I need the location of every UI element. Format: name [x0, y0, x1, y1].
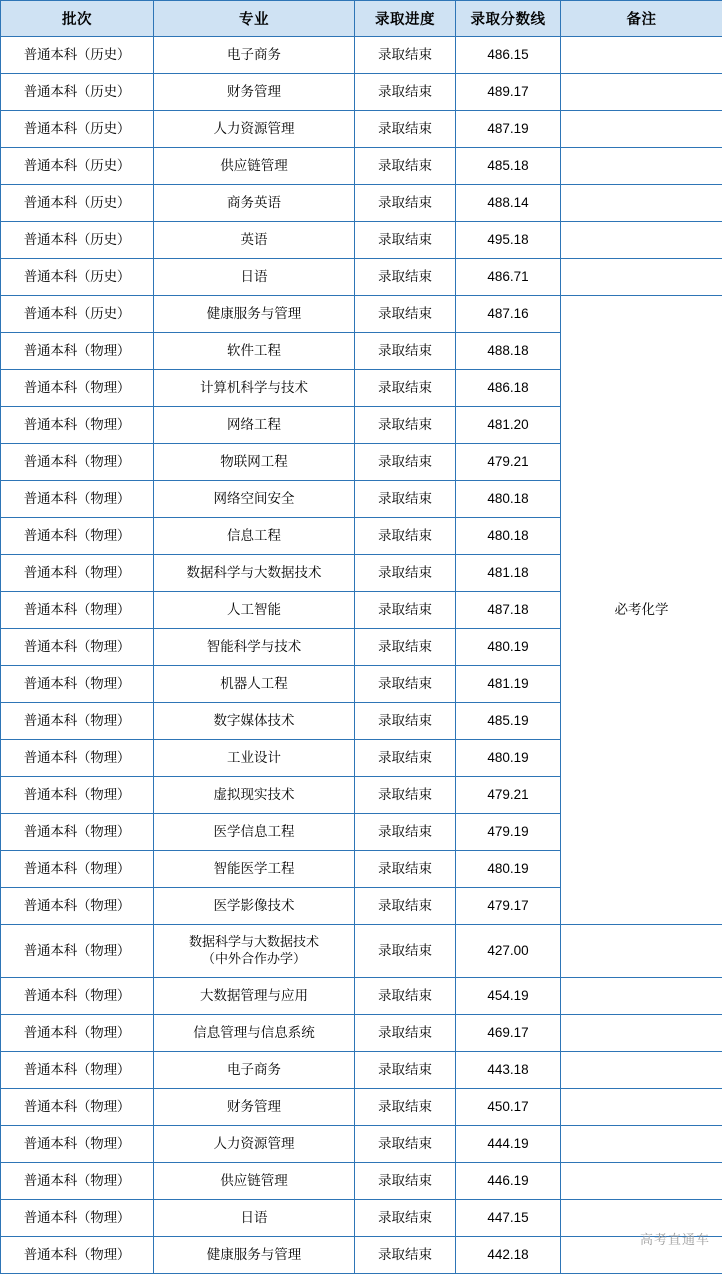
cell-remark: [561, 111, 722, 148]
cell-progress: 录取结束: [355, 629, 456, 666]
cell-batch: 普通本科（物理）: [1, 1089, 154, 1126]
cell-score: 481.19: [456, 666, 561, 703]
table-row: [1, 185, 722, 222]
cell-progress: 录取结束: [355, 74, 456, 111]
cell-score: 442.18: [456, 1237, 561, 1274]
cell-progress: 录取结束: [355, 888, 456, 925]
cell-progress: 录取结束: [355, 185, 456, 222]
column-header-batch: 批次: [1, 1, 154, 37]
cell-batch: 普通本科（物理）: [1, 1015, 154, 1052]
cell-batch: 普通本科（物理）: [1, 740, 154, 777]
cell-score: 487.19: [456, 111, 561, 148]
cell-major: 商务英语: [154, 185, 355, 222]
column-header-score: 录取分数线: [456, 1, 561, 37]
cell-score: 479.19: [456, 814, 561, 851]
cell-major: 医学信息工程: [154, 814, 355, 851]
cell-major: 信息管理与信息系统: [154, 1015, 355, 1052]
cell-progress: 录取结束: [355, 1126, 456, 1163]
column-header-remark: 备注: [561, 1, 722, 37]
cell-score: 486.18: [456, 370, 561, 407]
table-row: [1, 296, 722, 333]
cell-remark: [561, 37, 722, 74]
cell-progress: 录取结束: [355, 259, 456, 296]
cell-batch: 普通本科（历史）: [1, 37, 154, 74]
column-header-progress: 录取进度: [355, 1, 456, 37]
cell-batch: 普通本科（物理）: [1, 925, 154, 978]
table-row: [1, 1163, 722, 1200]
table-row: [1, 37, 722, 74]
cell-score: 480.19: [456, 629, 561, 666]
cell-score: 495.18: [456, 222, 561, 259]
cell-remark: [561, 1089, 722, 1126]
cell-remark: [561, 1163, 722, 1200]
cell-score: 480.18: [456, 518, 561, 555]
cell-progress: 录取结束: [355, 148, 456, 185]
table-row: [1, 222, 722, 259]
cell-progress: 录取结束: [355, 814, 456, 851]
cell-batch: 普通本科（历史）: [1, 185, 154, 222]
cell-major: 电子商务: [154, 1052, 355, 1089]
cell-remark: [561, 925, 722, 978]
cell-major: 健康服务与管理: [154, 1237, 355, 1274]
cell-remark: [561, 74, 722, 111]
cell-progress: 录取结束: [355, 555, 456, 592]
cell-major: 供应链管理: [154, 1163, 355, 1200]
cell-score: 454.19: [456, 978, 561, 1015]
watermark: 高考直通车: [640, 1229, 710, 1248]
cell-batch: 普通本科（物理）: [1, 1163, 154, 1200]
cell-major: 财务管理: [154, 74, 355, 111]
cell-score: 486.15: [456, 37, 561, 74]
cell-major: 计算机科学与技术: [154, 370, 355, 407]
cell-score: 481.18: [456, 555, 561, 592]
column-header-major: 专业: [154, 1, 355, 37]
cell-progress: 录取结束: [355, 481, 456, 518]
cell-score: 485.18: [456, 148, 561, 185]
cell-batch: 普通本科（物理）: [1, 814, 154, 851]
cell-major: 人力资源管理: [154, 1126, 355, 1163]
table-row: [1, 1237, 722, 1274]
cell-progress: 录取结束: [355, 296, 456, 333]
table-row: [1, 1126, 722, 1163]
cell-major: 供应链管理: [154, 148, 355, 185]
table-row: [1, 1015, 722, 1052]
table-row: [1, 1200, 722, 1237]
cell-batch: 普通本科（历史）: [1, 111, 154, 148]
cell-progress: 录取结束: [355, 1200, 456, 1237]
cell-score: 479.21: [456, 444, 561, 481]
cell-score: 469.17: [456, 1015, 561, 1052]
cell-score: 447.15: [456, 1200, 561, 1237]
cell-batch: 普通本科（物理）: [1, 407, 154, 444]
cell-progress: 录取结束: [355, 222, 456, 259]
cell-batch: 普通本科（物理）: [1, 444, 154, 481]
cell-major: 智能医学工程: [154, 851, 355, 888]
cell-batch: 普通本科（物理）: [1, 592, 154, 629]
cell-progress: 录取结束: [355, 1015, 456, 1052]
table-row: [1, 148, 722, 185]
cell-major: 日语: [154, 259, 355, 296]
cell-major: 物联网工程: [154, 444, 355, 481]
cell-batch: 普通本科（物理）: [1, 703, 154, 740]
cell-remark: [561, 978, 722, 1015]
cell-batch: 普通本科（物理）: [1, 481, 154, 518]
cell-major: 数据科学与大数据技术 （中外合作办学）: [154, 925, 355, 978]
cell-batch: 普通本科（物理）: [1, 1200, 154, 1237]
cell-remark: [561, 1015, 722, 1052]
cell-score: 450.17: [456, 1089, 561, 1126]
cell-batch: 普通本科（物理）: [1, 518, 154, 555]
cell-progress: 录取结束: [355, 333, 456, 370]
cell-score: 479.17: [456, 888, 561, 925]
cell-score: 443.18: [456, 1052, 561, 1089]
cell-remark: [561, 259, 722, 296]
cell-major: 医学影像技术: [154, 888, 355, 925]
cell-batch: 普通本科（物理）: [1, 851, 154, 888]
cell-score: 479.21: [456, 777, 561, 814]
cell-major: 智能科学与技术: [154, 629, 355, 666]
cell-batch: 普通本科（历史）: [1, 148, 154, 185]
cell-score: 481.20: [456, 407, 561, 444]
cell-remark: [561, 148, 722, 185]
cell-remark: [561, 1052, 722, 1089]
cell-batch: 普通本科（历史）: [1, 259, 154, 296]
cell-score: 480.18: [456, 481, 561, 518]
cell-major: 日语: [154, 1200, 355, 1237]
cell-batch: 普通本科（物理）: [1, 333, 154, 370]
cell-major: 人工智能: [154, 592, 355, 629]
cell-remark: [561, 1237, 722, 1274]
cell-batch: 普通本科（物理）: [1, 888, 154, 925]
cell-score: 480.19: [456, 851, 561, 888]
cell-batch: 普通本科（历史）: [1, 74, 154, 111]
cell-progress: 录取结束: [355, 1089, 456, 1126]
cell-score: 487.18: [456, 592, 561, 629]
cell-progress: 录取结束: [355, 1052, 456, 1089]
cell-progress: 录取结束: [355, 37, 456, 74]
cell-major: 大数据管理与应用: [154, 978, 355, 1015]
cell-batch: 普通本科（物理）: [1, 370, 154, 407]
table-row: [1, 259, 722, 296]
cell-score: 480.19: [456, 740, 561, 777]
cell-progress: 录取结束: [355, 777, 456, 814]
cell-progress: 录取结束: [355, 1163, 456, 1200]
cell-score: 485.19: [456, 703, 561, 740]
cell-major: 网络工程: [154, 407, 355, 444]
table-header-row: [1, 1, 722, 37]
table-body: [1, 37, 722, 1274]
cell-batch: 普通本科（物理）: [1, 1126, 154, 1163]
cell-score: 427.00: [456, 925, 561, 978]
cell-remark: [561, 185, 722, 222]
cell-batch: 普通本科（历史）: [1, 222, 154, 259]
cell-major: 英语: [154, 222, 355, 259]
cell-major: 财务管理: [154, 1089, 355, 1126]
cell-major: 机器人工程: [154, 666, 355, 703]
cell-major: 网络空间安全: [154, 481, 355, 518]
cell-batch: 普通本科（物理）: [1, 1237, 154, 1274]
cell-progress: 录取结束: [355, 592, 456, 629]
table-row: [1, 74, 722, 111]
cell-batch: 普通本科（物理）: [1, 777, 154, 814]
cell-batch: 普通本科（物理）: [1, 666, 154, 703]
cell-progress: 录取结束: [355, 925, 456, 978]
cell-progress: 录取结束: [355, 111, 456, 148]
cell-remark-merged: 必考化学: [561, 296, 722, 925]
cell-score: 487.16: [456, 296, 561, 333]
cell-major: 数据科学与大数据技术: [154, 555, 355, 592]
cell-major: 工业设计: [154, 740, 355, 777]
cell-major: 健康服务与管理: [154, 296, 355, 333]
cell-score: 486.71: [456, 259, 561, 296]
table-row: [1, 1089, 722, 1126]
cell-score: 446.19: [456, 1163, 561, 1200]
cell-remark: [561, 1126, 722, 1163]
cell-batch: 普通本科（物理）: [1, 555, 154, 592]
cell-score: 488.18: [456, 333, 561, 370]
cell-progress: 录取结束: [355, 978, 456, 1015]
cell-remark: [561, 222, 722, 259]
cell-progress: 录取结束: [355, 703, 456, 740]
cell-major: 人力资源管理: [154, 111, 355, 148]
cell-progress: 录取结束: [355, 444, 456, 481]
table-row: [1, 1052, 722, 1089]
cell-batch: 普通本科（历史）: [1, 296, 154, 333]
cell-score: 488.14: [456, 185, 561, 222]
cell-progress: 录取结束: [355, 518, 456, 555]
cell-score: 489.17: [456, 74, 561, 111]
cell-major: 电子商务: [154, 37, 355, 74]
cell-major: 信息工程: [154, 518, 355, 555]
cell-major: 软件工程: [154, 333, 355, 370]
table-row: [1, 111, 722, 148]
table-header: [1, 1, 722, 37]
cell-score: 444.19: [456, 1126, 561, 1163]
cell-progress: 录取结束: [355, 740, 456, 777]
table-row: [1, 925, 722, 978]
cell-progress: 录取结束: [355, 370, 456, 407]
cell-major: 数字媒体技术: [154, 703, 355, 740]
cell-progress: 录取结束: [355, 666, 456, 703]
cell-progress: 录取结束: [355, 1237, 456, 1274]
cell-batch: 普通本科（物理）: [1, 978, 154, 1015]
cell-batch: 普通本科（物理）: [1, 629, 154, 666]
cell-progress: 录取结束: [355, 851, 456, 888]
cell-remark: [561, 1200, 722, 1237]
cell-major: 虚拟现实技术: [154, 777, 355, 814]
cell-progress: 录取结束: [355, 407, 456, 444]
cell-batch: 普通本科（物理）: [1, 1052, 154, 1089]
table-row: [1, 978, 722, 1015]
